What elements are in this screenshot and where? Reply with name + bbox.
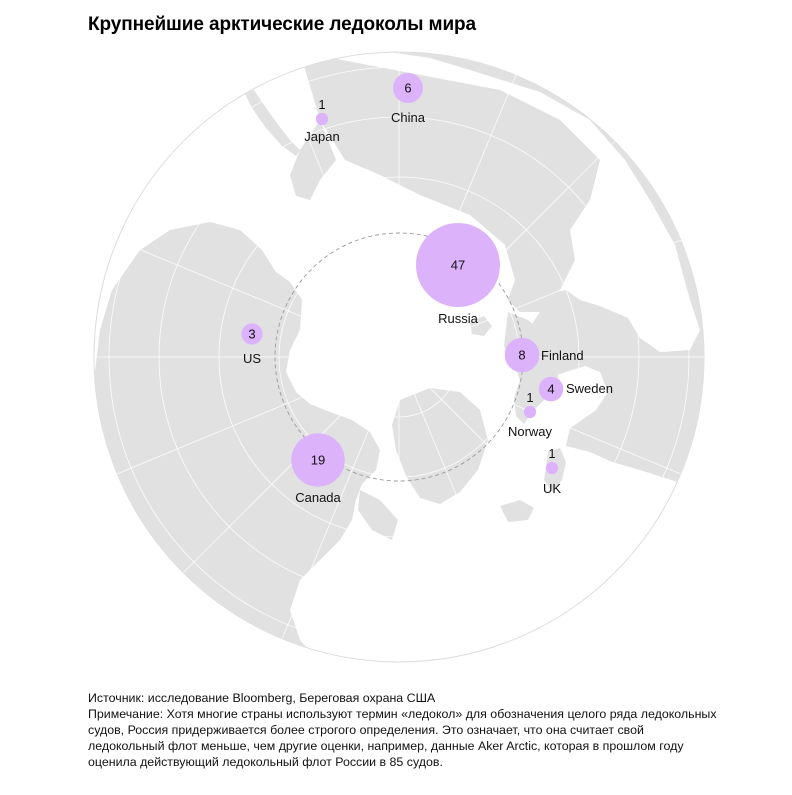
country-label-uk: UK <box>542 481 562 496</box>
country-label-japan: Japan <box>304 129 340 144</box>
country-label-canada: Canada <box>295 490 341 505</box>
country-label-sweden: Sweden <box>566 381 613 396</box>
footnotes <box>88 690 718 770</box>
source-note: Источник: исследование Bloomberg, Береговая охрана США <box>88 691 436 705</box>
value-label-finland: 8 <box>518 347 526 363</box>
country-label-us: US <box>242 351 262 366</box>
value-label-canada: 19 <box>310 452 326 468</box>
remark-note: Примечание: Хотя многие страны используют термин «ледокол» для обозначения целого ряда ледокольных судов, Россия придерживается более строгого определения. Это означает, что она считает свой ледокольный флот меньше, чем другие оценки, например, данные Aker Arctic, которая в прошлом году оценила действующий ледокольный флот России в 85 судов. <box>88 707 717 769</box>
country-label-china: China <box>391 110 425 125</box>
graticule <box>94 52 704 662</box>
value-label-china: 6 <box>404 80 412 96</box>
country-label-norway: Norway <box>507 424 553 439</box>
country-label-russia: Russia <box>438 311 478 326</box>
bubble-japan <box>316 113 328 125</box>
value-label-japan: 1 <box>318 97 326 112</box>
country-label-finland: Finland <box>541 348 584 363</box>
chart-title: Крупнейшие арктические ледоколы мира <box>88 14 477 35</box>
value-label-russia: 47 <box>450 257 466 273</box>
bubble-uk <box>546 462 558 474</box>
value-label-sweden: 4 <box>547 381 555 397</box>
bubble-norway <box>524 406 536 418</box>
value-label-uk: 1 <box>548 446 556 461</box>
value-label-us: 3 <box>248 326 256 342</box>
value-label-norway: 1 <box>526 390 534 405</box>
